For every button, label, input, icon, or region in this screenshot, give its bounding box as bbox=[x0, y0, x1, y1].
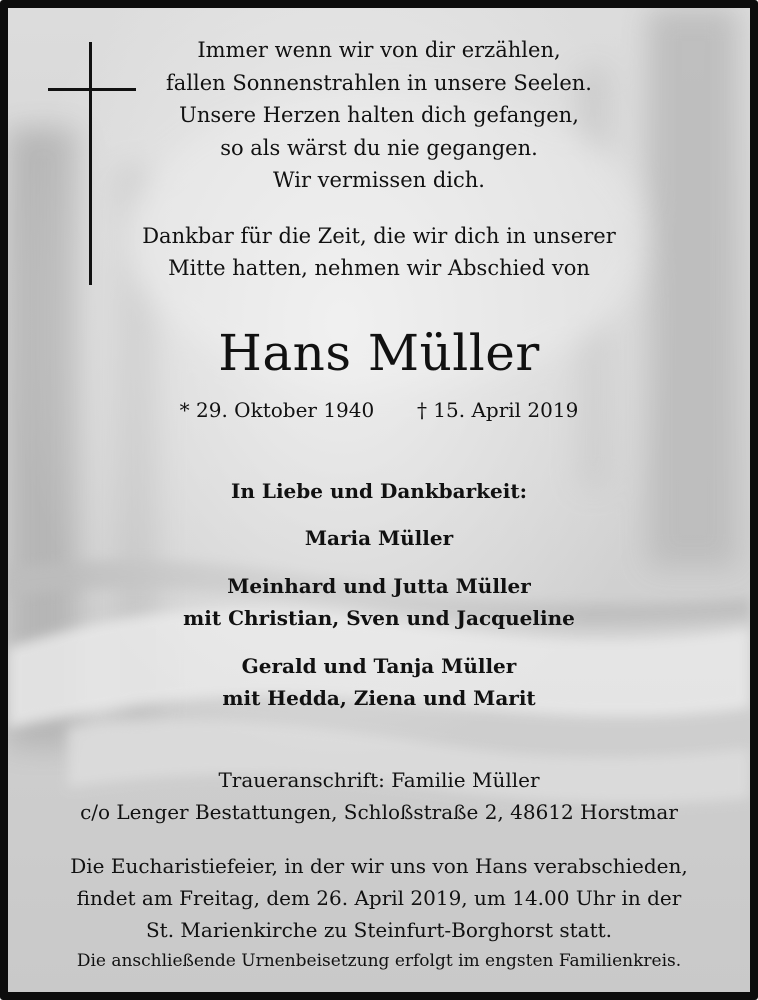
service-line-1: Die Eucharistiefeier, in der wir uns von Hans verabschieden, bbox=[70, 854, 688, 878]
birth-date: * 29. Oktober 1940 bbox=[179, 398, 375, 422]
mourner-line-5: mit Hedda, Ziena und Marit bbox=[222, 686, 536, 710]
verse-line-2: fallen Sonnenstrahlen in unsere Seelen. bbox=[166, 71, 592, 95]
burial-note: Die anschließende Urnenbeisetzung erfolgt im engsten Familienkreis. bbox=[76, 951, 682, 971]
mourner-line-1: Maria Müller bbox=[304, 526, 454, 550]
death-date: † 15. April 2019 bbox=[416, 398, 579, 422]
verse-line-3: Unsere Herzen halten dich gefangen, bbox=[179, 103, 579, 127]
address-line-1: Traueranschrift: Familie Müller bbox=[218, 768, 540, 792]
mourner-line-2: Meinhard und Jutta Müller bbox=[227, 574, 531, 598]
verse-line-1: Immer wenn wir von dir erzählen, bbox=[197, 38, 561, 62]
verse-line-5: Wir vermissen dich. bbox=[273, 168, 485, 192]
verse-line-4: so als wärst du nie gegangen. bbox=[220, 136, 538, 160]
intro-line-1: Dankbar für die Zeit, die wir dich in unserer bbox=[142, 224, 616, 248]
intro-line-2: Mitte hatten, nehmen wir Abschied von bbox=[168, 256, 590, 280]
deceased-name: Hans Müller bbox=[218, 324, 540, 382]
mourner-line-3: mit Christian, Sven und Jacqueline bbox=[183, 606, 575, 630]
mourner-line-4: Gerald und Tanja Müller bbox=[241, 654, 517, 678]
service-line-3: St. Marienkirche zu Steinfurt-Borghorst statt. bbox=[145, 918, 613, 942]
mourners-heading: In Liebe und Dankbarkeit: bbox=[231, 479, 527, 503]
life-dates bbox=[8, 400, 750, 420]
service-line-2: findet am Freitag, dem 26. April 2019, um 14.00 Uhr in der bbox=[76, 886, 682, 910]
address-line-2: c/o Lenger Bestattungen, Schloßstraße 2, 48612 Horstmar bbox=[80, 800, 678, 824]
